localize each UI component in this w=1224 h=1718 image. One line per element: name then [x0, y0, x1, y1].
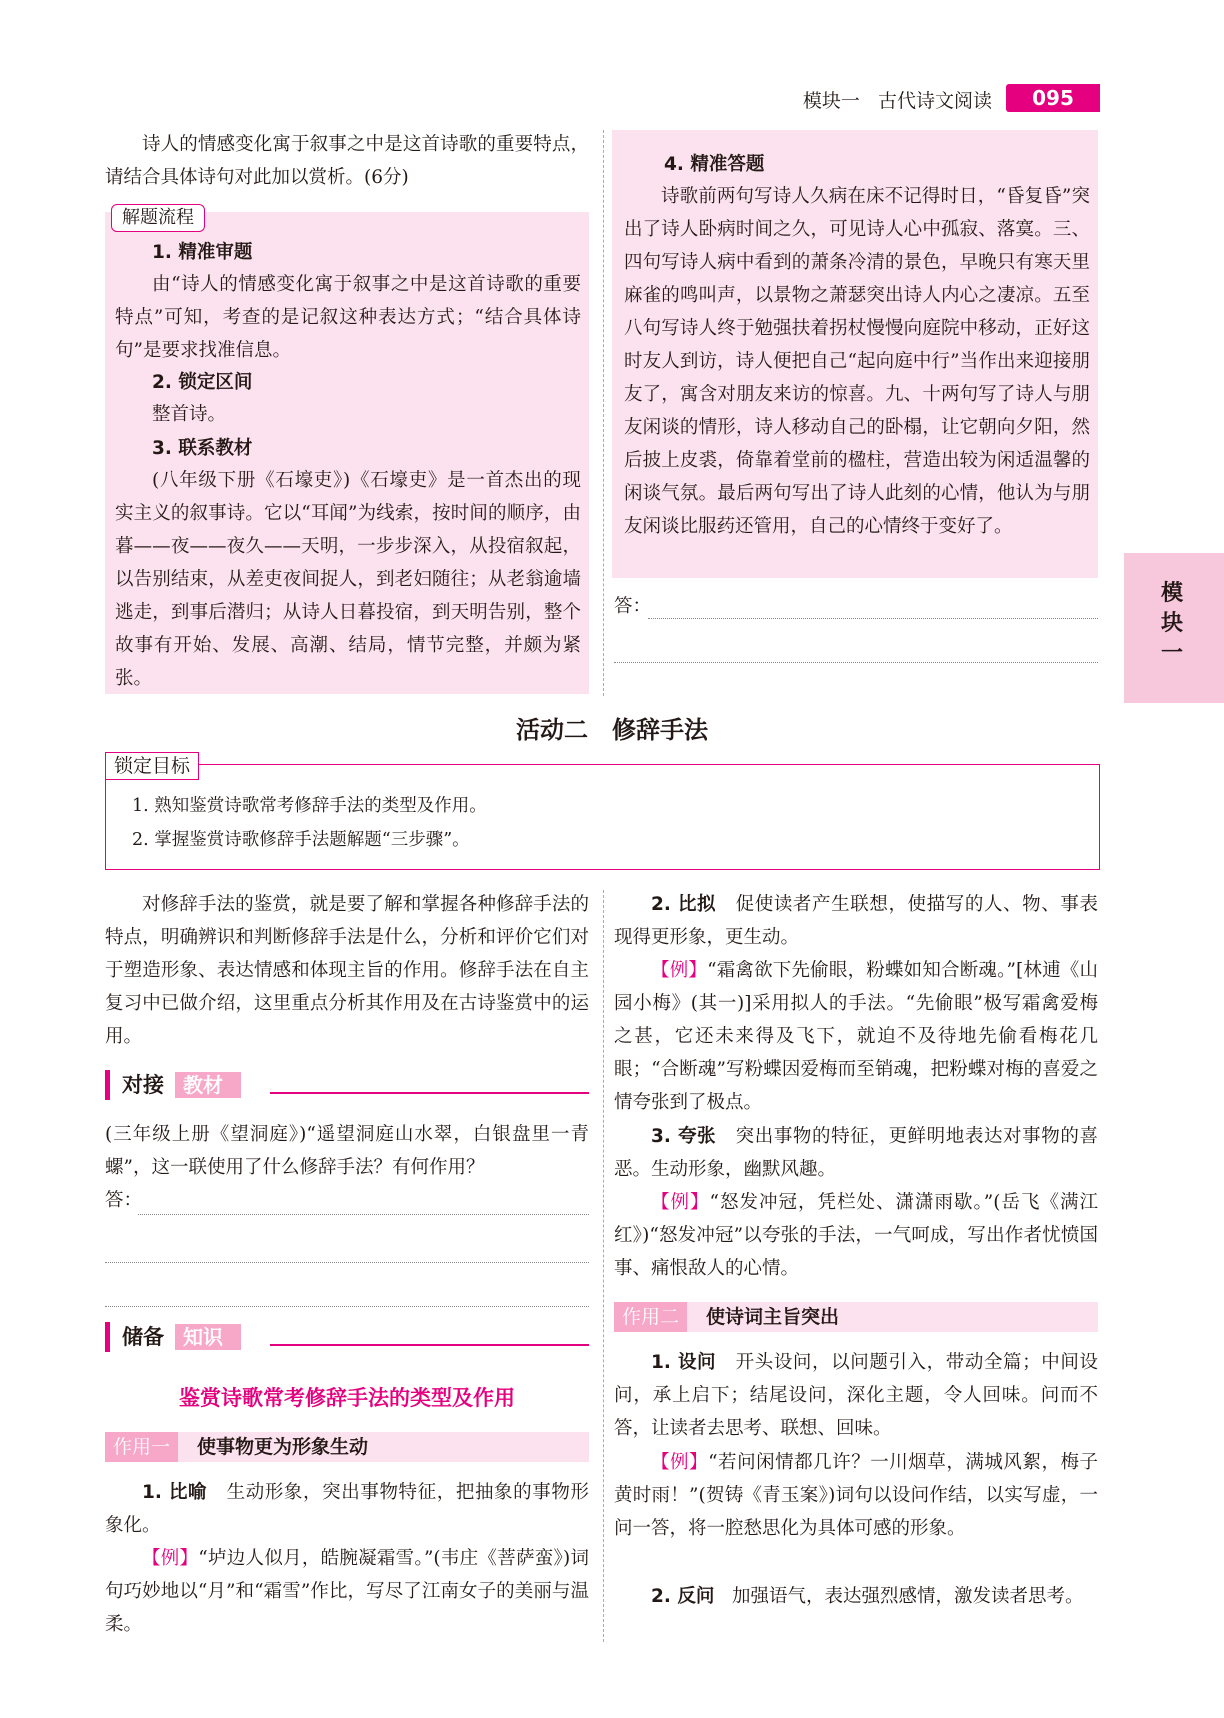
intro-text: 对修辞手法的鉴赏，就是要了解和掌握各种修辞手法的特点，明确辨识和判断修辞手法是什么，分析和评价它们对于塑造形象、表达情感和体现主旨的作用。修辞手法在自主复习中已做介绍，这里重点分析其作用及在古诗鉴赏中的运用。	[105, 894, 589, 1047]
chubei-dark: 储备	[105, 1322, 172, 1352]
role1-item1-example-text: “垆边人似月，皓腕凝霜雪。”(韦庄《菩萨蛮》)词句巧妙地以“月”和“霜雪”作比，写尽了江南女子的美丽与温柔。	[105, 1548, 589, 1635]
role1-item2-head: 2. 比拟	[651, 894, 717, 915]
answer-box-text: 诗歌前两句写诗人久病在床不记得时日，“昏复昏”突出了诗人卧病时间之久，可见诗人心中孤寂、落寞。三、四句写诗人病中看到的萧条冷清的景色，早晚只有寒天里麻雀的鸣叫声，以景物之萧瑟突出诗人内心之凄凉。五至八句写诗人终于勉强扶着拐杖慢慢向庭院中移动，正好这时友人到访，诗人便把自己“起向庭中行”当作出来迎接朋友了，寓含对朋友来访的惊喜。九、十两句写了诗人与朋友闲谈的情形，诗人移动自己的卧榻，让它朝向夕阳，然后披上皮裘，倚靠着堂前的楹柱，营造出较为闲适温馨的闲谈气氛。最后两句写出了诗人此刻的心情，他认为与朋友闲谈比服药还管用，自己的心情终于变好了。	[624, 186, 1090, 537]
chubei-rule	[270, 1344, 589, 1346]
role1-item3-head: 3. 夸张	[651, 1126, 717, 1147]
role1-item2-example	[614, 954, 1098, 1119]
step2-title: 2. 锁定区间	[152, 372, 253, 393]
dujie-dark: 对接	[105, 1070, 172, 1100]
header-module: 模块一	[802, 90, 860, 112]
role1-item3-example-text: “怒发冲冠，凭栏处、潇潇雨歇。”(岳飞《满江红》)“怒发冲冠”以夸张的手法，一气呵成，写出作者忧愤国事、痛恨敌人的心情。	[614, 1192, 1098, 1279]
chubei-light: 知识	[175, 1324, 241, 1350]
answer-line-1[interactable]	[648, 618, 1098, 619]
role2-bar	[614, 1302, 1098, 1332]
module-side-tab	[1124, 553, 1224, 703]
step3-text: (八年级下册《石壕吏》)《石壕吏》是一首杰出的现实主义的叙事诗。它以“耳闻”为线索，按时间的顺序，由暮——夜——夜久——天明，一步步深入，从投宿叙起，以告别结束，从差吏夜间捉人，到老妇随往；从老翁逾墙逃走，到事后潜归；从诗人日暮投宿，到天明告别，整个故事有开始、发展、高潮、结局，情节完整，并颇为紧张。	[115, 470, 581, 689]
role2-tag: 作用二	[614, 1302, 687, 1332]
role1-item1-text: 生动形象，突出事物特征，把抽象的事物形象化。	[105, 1482, 589, 1536]
role1-bar	[105, 1432, 589, 1462]
role1-tag: 作用一	[105, 1432, 178, 1462]
answer-line-2[interactable]	[614, 662, 1098, 663]
dujie-answer-label: 答：	[105, 1190, 143, 1211]
example-tag: 【例】	[142, 1548, 199, 1569]
role2-item1-example	[614, 1446, 1098, 1545]
side-tab-label: 模块一	[1160, 581, 1183, 666]
role2-item1-head: 1. 设问	[651, 1352, 717, 1373]
role1-item1-head: 1. 比喻	[142, 1482, 208, 1503]
chubei-subtitle: 鉴赏诗歌常考修辞手法的类型及作用	[179, 1386, 515, 1410]
step2-text: 整首诗。	[152, 404, 227, 425]
step1-text: 由“诗人的情感变化寓于叙事之中是这首诗歌的重要特点”可知，考查的是记叙这种表达方式；“结合具体诗句”是要求找准信息。	[115, 274, 581, 361]
role1-item1-example	[105, 1542, 589, 1641]
role1-item3	[614, 1120, 1098, 1186]
header-section: 古代诗文阅读	[877, 90, 992, 112]
question-text: 诗人的情感变化寓于叙事之中是这首诗歌的重要特点，请结合具体诗句对此加以赏析。(6分)	[105, 134, 589, 188]
activity-title: 活动二 修辞手法	[516, 716, 708, 744]
dujie-answer-line-3[interactable]	[105, 1306, 589, 1307]
role1-item1	[105, 1476, 589, 1542]
answer-label: 答：	[614, 596, 652, 617]
dujie-rule	[270, 1092, 589, 1094]
example-tag: 【例】	[651, 960, 708, 981]
answer-box-title: 4. 精准答题	[664, 154, 765, 175]
role2-item1-example-text: “若问闲情都几许？一川烟草，满城风絮，梅子黄时雨！”(贺铸《青玉案》)词句以设问作结，以实写虚，一问一答，将一腔愁思化为具体可感的形象。	[614, 1452, 1098, 1539]
goal-item-2: 2. 掌握鉴赏诗歌修辞手法题解题“三步骤”。	[132, 830, 470, 850]
role2-item2-head: 2. 反问	[651, 1586, 715, 1607]
dujie-light: 教材	[175, 1072, 241, 1098]
role2-title: 使诗词主旨突出	[706, 1306, 840, 1328]
dujie-answer-line-1[interactable]	[138, 1214, 589, 1215]
role2-item1-text: 开头设问，以问题引入，带动全篇；中间设问，承上启下；结尾设问，深化主题，令人回味。问而不答，让读者去思考、联想、回味。	[614, 1352, 1098, 1439]
role1-item2-example-text: “霜禽欲下先偷眼，粉蝶如知合断魂。”[林逋《山园小梅》(其一)]采用拟人的手法。“先偷眼”极写霜禽爱梅之甚，它还未来得及飞下，就迫不及待地先偷看梅花几眼；“合断魂”写粉蝶因爱梅而至销魂，把粉蝶对梅的喜爱之情夸张到了极点。	[614, 960, 1098, 1113]
role2-item2	[614, 1580, 1098, 1613]
example-tag: 【例】	[651, 1192, 710, 1213]
role2-item2-text: 加强语气，表达强烈感情，激发读者思考。	[732, 1586, 1084, 1607]
step1-title: 1. 精准审题	[152, 242, 253, 263]
chubei-banner	[105, 1322, 589, 1352]
dujie-question: (三年级上册《望洞庭》)“遥望洞庭山水翠，白银盘里一青螺”，这一联使用了什么修辞手法？有何作用？	[105, 1124, 589, 1178]
role1-item2	[614, 888, 1098, 954]
goal-item-1: 1. 熟知鉴赏诗歌常考修辞手法的类型及作用。	[132, 796, 487, 816]
page-number: 095	[1006, 84, 1100, 112]
running-header	[803, 86, 992, 113]
role1-item3-example	[614, 1186, 1098, 1285]
role1-title: 使事物更为形象生动	[197, 1436, 369, 1458]
step3-title: 3. 联系教材	[152, 438, 253, 459]
dujie-answer-line-2[interactable]	[105, 1262, 589, 1263]
dujie-banner	[105, 1070, 589, 1100]
role1-item2-text: 促使读者产生联想，使描写的人、物、事表现得更形象，更生动。	[614, 894, 1098, 948]
column-divider-bottom	[603, 890, 604, 1642]
goals-label: 锁定目标	[105, 752, 199, 780]
role1-item3-text: 突出事物的特征，更鲜明地表达对事物的喜恶。生动形象，幽默风趣。	[614, 1126, 1098, 1180]
column-divider-top	[603, 130, 604, 696]
role2-item1	[614, 1346, 1098, 1445]
process-label: 解题流程	[111, 204, 205, 232]
example-tag: 【例】	[651, 1452, 709, 1473]
